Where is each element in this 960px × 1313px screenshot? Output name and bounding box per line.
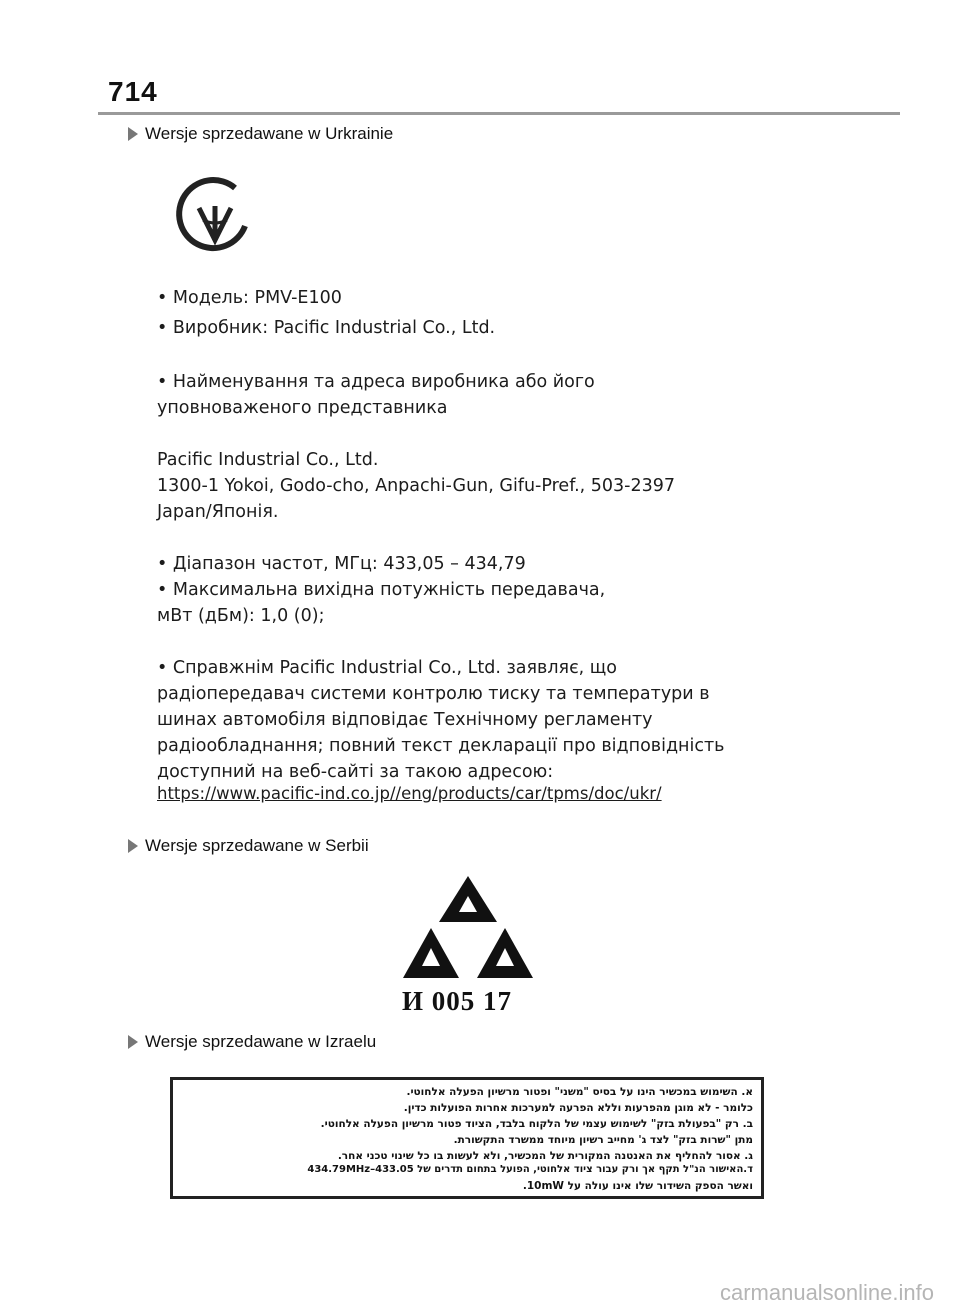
triangle-bullet-icon bbox=[128, 127, 138, 141]
section-heading-text: Wersje sprzedawane w Urkrainie bbox=[145, 124, 394, 143]
ua-line: • Виробник: Pacific Industrial Co., Ltd. bbox=[157, 318, 496, 338]
he-line: ב. רק "בפעולת בזק" לשימוש עצמי של הלקוח בלבד, הציוד פטור מרשיון הפעלה אלחוטי. bbox=[320, 1118, 753, 1130]
he-line: ואשר הספק השידור שלו אינו עולה על 10mW. bbox=[522, 1180, 753, 1192]
triangle-bullet-icon bbox=[128, 839, 138, 853]
ua-line: 1300-1 Yokoi, Godo-cho, Anpachi-Gun, Gifu-Pref., 503-2397 bbox=[157, 476, 676, 496]
triangle-bullet-icon bbox=[128, 1035, 138, 1049]
ua-line: • Максимальна вихідна потужність передавача, bbox=[157, 580, 606, 600]
ua-line: шинах автомобіля відповідає Технічному регламенту bbox=[157, 710, 653, 730]
serbian-approval-code: И 005 17 bbox=[402, 986, 513, 1016]
ua-line: • Справжнім Pacific Industrial Co., Ltd. заявляє, що bbox=[157, 658, 617, 678]
he-line: א. השימוש במכשיר הינו על בסיס "משני" ופטור מרשיון הפעלה אלחוטי. bbox=[406, 1086, 753, 1098]
site-watermark: carmanualsonline.info bbox=[719, 1280, 934, 1305]
section-heading-text: Wersje sprzedawane w Serbii bbox=[145, 836, 369, 855]
ua-line: Pacific Industrial Co., Ltd. bbox=[157, 450, 379, 470]
ukrainian-conformity-mark-icon bbox=[173, 174, 257, 258]
ua-line: • Модель: PMV-E100 bbox=[157, 288, 342, 308]
declaration-url: https://www.pacific-ind.co.jp//eng/products/car/tpms/doc/ukr/ bbox=[157, 784, 662, 803]
section-heading-text: Wersje sprzedawane w Izraelu bbox=[145, 1032, 377, 1051]
he-line: כלומר - לא מוגן מהפרעות וללא הפרעה למערכות אחרות הפועלות כדין. bbox=[403, 1102, 753, 1114]
ua-line: уповноваженого представника bbox=[157, 398, 448, 418]
page-number: 714 bbox=[108, 76, 158, 107]
header-rule bbox=[98, 112, 900, 115]
he-line: ג. אסור להחליף את האנטנה המקורית של המכשיר, ולא לעשות בו כל שינוי טכני אחר. bbox=[337, 1150, 753, 1162]
ua-line: • Діапазон частот, МГц: 433,05 – 434,79 bbox=[157, 554, 526, 574]
section-heading-serbia bbox=[128, 836, 369, 856]
he-line: ד.האישור הנ"ל תקף אך ורק עבור ציוד אלחוטי, הפועל בתחום תדרים של 433.05–434.79MHz bbox=[307, 1164, 753, 1175]
ua-line: мВт (дБм): 1,0 (0); bbox=[157, 606, 325, 626]
ua-line: радіообладнання; повний текст декларації про відповідність bbox=[157, 736, 725, 756]
ua-line: • Найменування та адреса виробника або його bbox=[157, 372, 595, 392]
he-line: מתן "שרות בזק" לצד ג' מחייב רשיון מיוחד ממשרד התקשורת. bbox=[453, 1134, 753, 1146]
ua-line: радіопередавач системи контролю тиску та температури в bbox=[157, 684, 710, 704]
ua-line: Japan/Японія. bbox=[157, 502, 279, 522]
israel-certification-label bbox=[170, 1077, 764, 1199]
section-heading-israel bbox=[128, 1032, 376, 1052]
section-heading-ukraine bbox=[128, 124, 393, 144]
ukraine-certification-label bbox=[143, 160, 763, 814]
ua-line: доступний на веб-сайті за такою адресою: bbox=[157, 762, 554, 782]
